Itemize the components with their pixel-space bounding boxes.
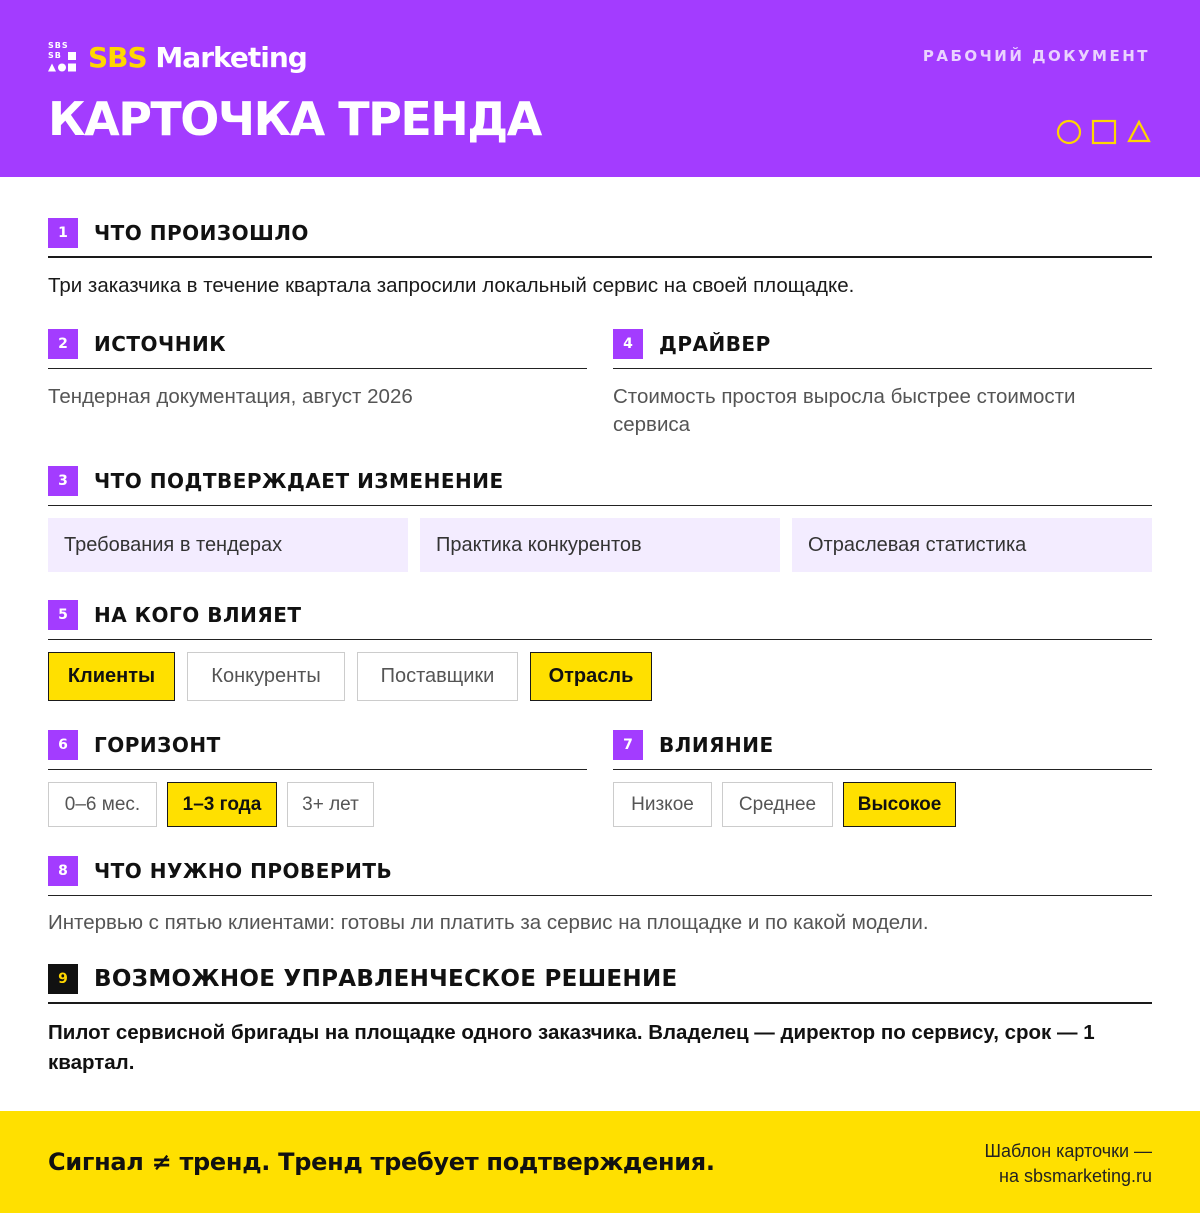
section-title: ЧТО ПРОИЗОШЛО xyxy=(94,221,309,245)
footer-banner xyxy=(0,1111,1200,1213)
section-title: ДРАЙВЕР xyxy=(659,332,771,356)
logo[interactable] xyxy=(48,40,307,74)
option-suppliers[interactable]: Поставщики xyxy=(357,652,518,701)
section-text: Интервью с пятью клиентами: готовы ли платить за сервис на площадке и по какой модели. xyxy=(48,911,929,934)
section-number: 7 xyxy=(613,730,643,760)
section-text: Стоимость простоя выросла быстрее стоимости сервиса xyxy=(613,385,1076,436)
header-banner xyxy=(0,0,1200,177)
option-impact-low[interactable]: Низкое xyxy=(613,782,712,827)
section-number: 5 xyxy=(48,600,78,630)
section-confirms xyxy=(48,466,1152,572)
section-affects xyxy=(48,600,1152,701)
evidence-item: Отраслевая статистика xyxy=(792,518,1152,572)
section-title: ГОРИЗОНТ xyxy=(94,733,221,757)
section-decision xyxy=(48,964,1152,1078)
impact-options xyxy=(613,782,1152,827)
section-number: 4 xyxy=(613,329,643,359)
option-horizon-0-6[interactable]: 0–6 мес. xyxy=(48,782,157,827)
footer-template-link[interactable] xyxy=(984,1139,1152,1189)
document-type-label: РАБОЧИЙ ДОКУМЕНТ xyxy=(922,47,1150,65)
section-title: ИСТОЧНИК xyxy=(94,332,227,356)
section-text: Тендерная документация, август 2026 xyxy=(48,385,413,408)
horizon-options xyxy=(48,782,587,827)
option-impact-high[interactable]: Высокое xyxy=(843,782,956,827)
evidence-item: Требования в тендерах xyxy=(48,518,408,572)
section-number: 9 xyxy=(48,964,78,994)
section-title: ВОЗМОЖНОЕ УПРАВЛЕНЧЕСКОЕ РЕШЕНИЕ xyxy=(94,966,678,992)
section-number: 8 xyxy=(48,856,78,886)
section-impact xyxy=(613,730,1152,827)
option-horizon-1-3[interactable]: 1–3 года xyxy=(167,782,277,827)
section-number: 6 xyxy=(48,730,78,760)
section-driver xyxy=(613,329,1152,439)
option-impact-medium[interactable]: Среднее xyxy=(722,782,833,827)
section-number: 2 xyxy=(48,329,78,359)
footer-note-line: Шаблон карточки — xyxy=(984,1141,1152,1161)
evidence-item: Практика конкурентов xyxy=(420,518,780,572)
section-title: ЧТО ПОДТВЕРЖДАЕТ ИЗМЕНЕНИЕ xyxy=(94,469,504,493)
page-title: КАРТОЧКА ТРЕНДА xyxy=(48,92,541,146)
evidence-list xyxy=(48,518,1152,572)
section-source xyxy=(48,329,587,411)
logo-mark-icon: SBS SB xyxy=(48,42,76,72)
section-to-check xyxy=(48,856,1152,937)
option-clients[interactable]: Клиенты xyxy=(48,652,175,701)
shape-icons xyxy=(1056,119,1152,145)
footer-note-line: на sbsmarketing.ru xyxy=(999,1166,1152,1186)
section-text: Три заказчика в течение квартала запросили локальный сервис на своей площадке. xyxy=(48,274,855,297)
square-icon xyxy=(1093,121,1115,143)
option-competitors[interactable]: Конкуренты xyxy=(187,652,345,701)
section-title: ВЛИЯНИЕ xyxy=(659,733,774,757)
option-industry[interactable]: Отрасль xyxy=(530,652,652,701)
option-horizon-3plus[interactable]: 3+ лет xyxy=(287,782,374,827)
footer-slogan: Сигнал ≠ тренд. Тренд требует подтверждения. xyxy=(48,1148,715,1176)
affects-options xyxy=(48,652,1152,701)
section-title: ЧТО НУЖНО ПРОВЕРИТЬ xyxy=(94,859,393,883)
section-title: НА КОГО ВЛИЯЕТ xyxy=(94,603,302,627)
logo-wordmark: SBS Marketing xyxy=(88,40,307,74)
triangle-icon xyxy=(1129,122,1149,141)
section-number: 3 xyxy=(48,466,78,496)
circle-icon xyxy=(1058,121,1080,143)
section-what-happened xyxy=(48,218,1152,300)
section-text: Пилот сервисной бригады на площадке одного заказчика. Владелец — директор по сервису, срок — 1 квартал. xyxy=(48,1021,1095,1074)
section-number: 1 xyxy=(48,218,78,248)
section-horizon xyxy=(48,730,587,827)
